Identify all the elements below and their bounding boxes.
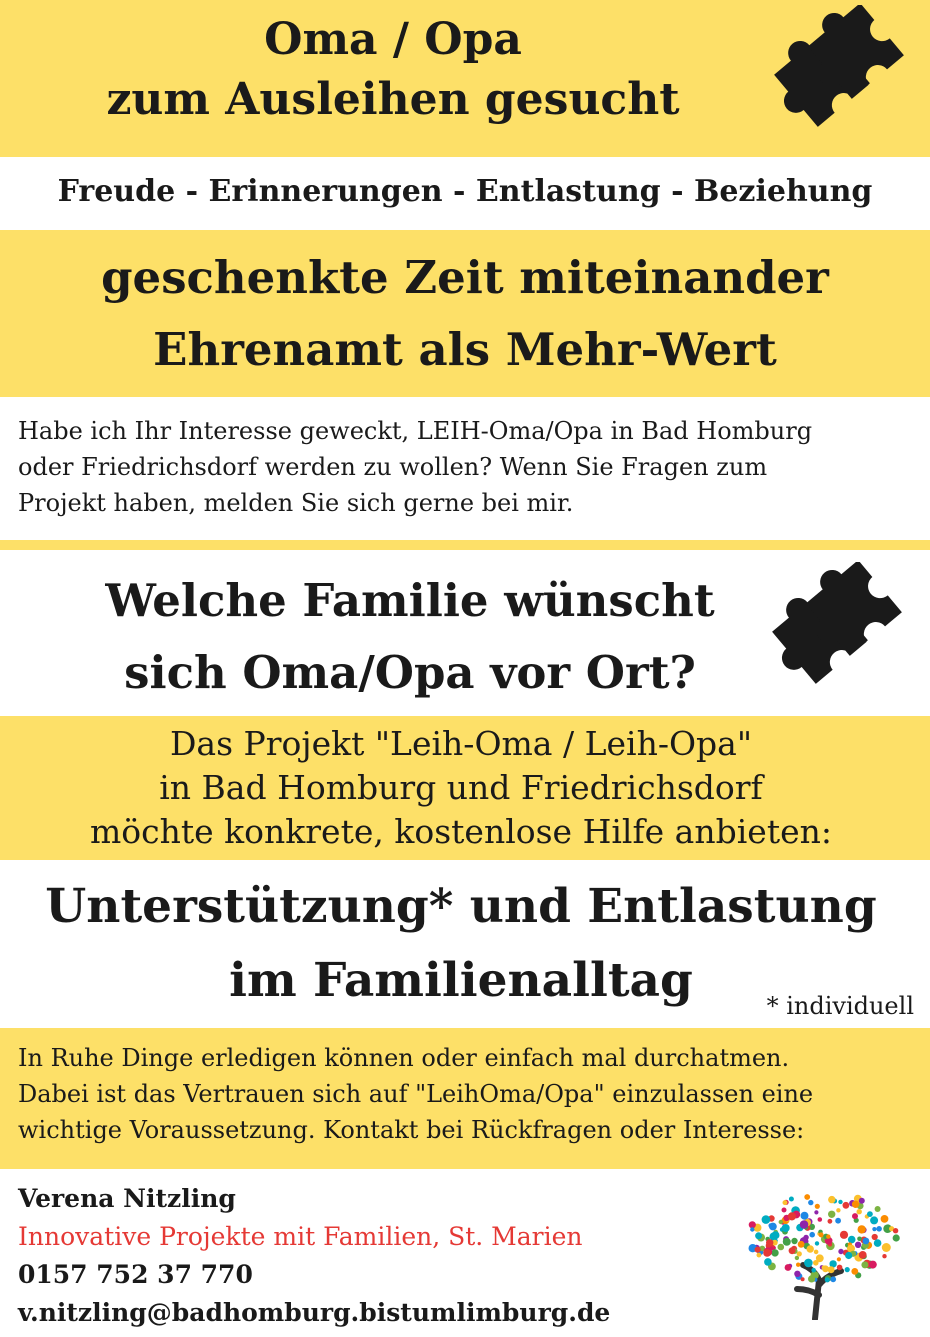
tree-dot — [838, 1200, 842, 1204]
tree-dot — [772, 1231, 780, 1239]
divider-band — [0, 540, 930, 550]
tree-dot — [814, 1250, 819, 1255]
project-paragraph — [0, 722, 922, 854]
intro-paragraph — [18, 413, 918, 521]
intro-line-3: Projekt haben, melden Sie sich gerne bei mir. — [18, 489, 574, 517]
tree-dot — [770, 1246, 774, 1250]
tree-dot — [845, 1252, 852, 1259]
tree-dot — [828, 1266, 835, 1273]
tree-dot — [807, 1245, 814, 1252]
headline-family-line-1: Welche Familie wünscht — [105, 574, 715, 627]
tree-dot — [811, 1268, 816, 1273]
tree-dot — [852, 1213, 858, 1219]
headline-time-line-2: Ehrenamt als Mehr-Wert — [153, 323, 777, 376]
tree-dot — [791, 1238, 797, 1244]
contact-block — [18, 1180, 610, 1332]
headline-support-line-2: im Familienalltag — [229, 953, 693, 1008]
contact-name: Verena Nitzling — [18, 1184, 236, 1213]
tree-dot — [800, 1220, 809, 1229]
contact-phone: 0157 752 37 770 — [18, 1260, 253, 1289]
headline-support-line-1: Unterstützung* und Entlastung — [45, 879, 877, 934]
headline-family-line-2: sich Oma/Opa vor Ort? — [124, 646, 696, 699]
tree-dot — [840, 1231, 848, 1239]
tree-dot — [859, 1251, 867, 1259]
tree-dot — [785, 1264, 792, 1271]
tree-dot — [804, 1259, 813, 1268]
tree-dot — [750, 1227, 754, 1231]
tree-dot — [822, 1265, 826, 1269]
tree-dot — [830, 1276, 836, 1282]
tree-dot — [779, 1220, 783, 1224]
headline-family — [0, 565, 820, 709]
tree-dot — [848, 1236, 856, 1244]
tree-dot — [782, 1224, 790, 1232]
tree-dot — [845, 1267, 850, 1272]
tree-dot — [852, 1201, 859, 1208]
tree-dot — [764, 1258, 772, 1266]
intro-line-1: Habe ich Ihr Interesse geweckt, LEIH-Oma/Opa in Bad Homburg — [18, 417, 813, 445]
tree-dot — [825, 1277, 830, 1282]
tree-dot — [796, 1263, 800, 1267]
tree-dot — [843, 1202, 850, 1209]
tree-dot — [872, 1234, 878, 1240]
tree-dot — [778, 1244, 785, 1251]
tree-dot — [801, 1277, 805, 1281]
headline-time-line-1: geschenkte Zeit miteinander — [101, 251, 829, 304]
tree-dot — [755, 1232, 762, 1239]
tree-dot — [789, 1197, 794, 1202]
tree-dot — [870, 1216, 878, 1224]
project-line-3: möchte konkrete, kostenlose Hilfe anbieten: — [89, 812, 832, 851]
tree-dot — [875, 1206, 881, 1212]
puzzle-icon — [758, 562, 906, 704]
headline-time — [0, 242, 930, 386]
tree-dot — [851, 1268, 858, 1275]
tree-dot — [797, 1251, 802, 1256]
tree-dot — [813, 1260, 819, 1266]
title-line-1: Oma / Opa — [264, 14, 522, 65]
tree-dot — [837, 1257, 841, 1261]
tree-dot — [762, 1215, 771, 1224]
tree-dot — [795, 1256, 799, 1260]
tree-dot — [867, 1211, 873, 1217]
tree-dot — [828, 1196, 835, 1203]
tree-dot — [818, 1217, 823, 1222]
tree-dot — [771, 1249, 778, 1256]
tree-dot — [814, 1210, 818, 1214]
contact-organization: Innovative Projekte mit Familien, St. Marien — [18, 1222, 583, 1251]
tree-dot — [804, 1194, 810, 1200]
footnote: * individuell — [766, 992, 914, 1020]
puzzle-icon — [760, 5, 908, 147]
intro-line-2: oder Friedrichsdorf werden zu wollen? Wenn Sie Fragen zum — [18, 453, 768, 481]
page-title — [0, 10, 786, 130]
tree-dot — [808, 1200, 813, 1205]
tree-dot — [882, 1243, 891, 1252]
rest-line-3: wichtige Voraussetzung. Kontakt bei Rückfragen oder Interesse: — [18, 1116, 805, 1144]
title-line-2: zum Ausleihen gesucht — [106, 74, 680, 125]
tree-dot — [828, 1219, 833, 1224]
tree-dot — [783, 1200, 788, 1205]
project-line-1: Das Projekt "Leih-Oma / Leih-Opa" — [169, 724, 753, 763]
tree-dot — [789, 1247, 796, 1254]
tree-dot — [858, 1225, 866, 1233]
tree-dot — [766, 1239, 773, 1246]
tree-dot — [835, 1218, 841, 1224]
tree-dot — [837, 1265, 843, 1271]
tree-dot — [783, 1238, 791, 1246]
rest-paragraph — [18, 1040, 918, 1148]
tree-dot — [828, 1211, 835, 1218]
tree-dot — [836, 1208, 840, 1212]
tree-dot — [809, 1232, 815, 1238]
tree-dot — [826, 1234, 830, 1238]
rest-line-2: Dabei ist das Vertrauen sich auf "LeihOma/Opa" einzulassen eine — [18, 1080, 814, 1108]
tree-dot — [763, 1249, 771, 1257]
tree-dot — [881, 1215, 889, 1223]
tree-dot — [769, 1223, 777, 1231]
tree-dot — [874, 1239, 882, 1247]
tree-dot — [869, 1261, 877, 1269]
tree-dot — [861, 1261, 868, 1268]
tree-dot — [859, 1198, 865, 1204]
tree-dot — [819, 1232, 824, 1237]
tree-dot — [782, 1208, 787, 1213]
tree-dot — [808, 1275, 815, 1282]
tree-dot — [815, 1241, 819, 1245]
tree-dot — [893, 1234, 900, 1241]
tree-dot — [872, 1227, 876, 1231]
tree-dot — [882, 1254, 886, 1258]
tree-dot — [798, 1241, 805, 1248]
project-line-2: in Bad Homburg und Friedrichsdorf — [159, 768, 763, 807]
tree-dot — [893, 1228, 898, 1233]
tree-dot — [755, 1247, 761, 1253]
tagline: Freude - Erinnerungen - Entlastung - Beziehung — [57, 174, 873, 209]
tree-dot — [838, 1249, 843, 1254]
contact-email[interactable]: v.nitzling@badhomburg.bistumlimburg.de — [18, 1298, 611, 1327]
tree-dot — [815, 1204, 820, 1209]
rest-line-1: In Ruhe Dinge erledigen können oder einfach mal durchatmen. — [18, 1044, 790, 1072]
tree-dot — [857, 1237, 862, 1242]
tree-dot — [857, 1209, 862, 1214]
tree-dot — [788, 1212, 796, 1220]
tree-dot — [855, 1242, 861, 1248]
colorful-tree-logo — [745, 1185, 910, 1320]
tree-dot — [801, 1212, 809, 1220]
tree-dot — [757, 1253, 762, 1258]
tree-dot — [863, 1238, 870, 1245]
tree-dot — [876, 1226, 882, 1232]
tree-dot — [794, 1271, 800, 1277]
